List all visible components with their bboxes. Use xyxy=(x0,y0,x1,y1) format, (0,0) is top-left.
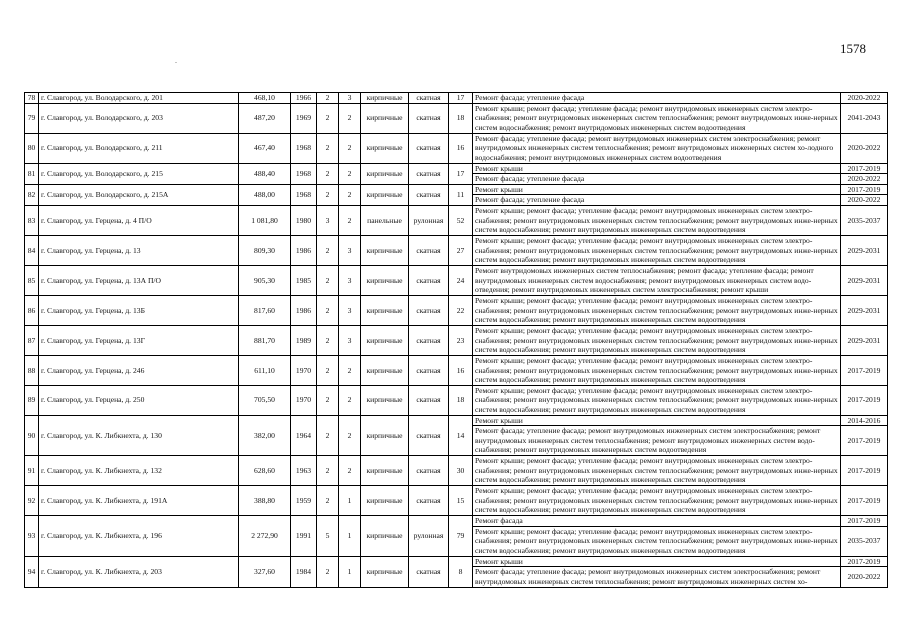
address-cell: г. Славгород, ул. Герцена, д. 13Б xyxy=(39,295,239,325)
housing-register-table xyxy=(24,92,888,588)
period-cell: 2014-2016 xyxy=(841,415,888,426)
period-cell: 2017-2019 xyxy=(841,184,888,195)
table-row xyxy=(25,385,888,415)
year-cell: 1984 xyxy=(291,556,317,587)
period-cell: 2017-2019 xyxy=(841,355,888,385)
floors-cell: 2 xyxy=(317,163,339,184)
entrances-cell: 1 xyxy=(339,556,361,587)
address-cell: г. Славгород, ул. Володарского, д. 211 xyxy=(39,133,239,163)
year-cell: 1959 xyxy=(291,486,317,516)
period-cell: 2029-2031 xyxy=(841,295,888,325)
year-cell: 1969 xyxy=(291,103,317,133)
floors-cell: 2 xyxy=(317,133,339,163)
row-number: 80 xyxy=(25,133,39,163)
address-cell: г. Славгород, ул. Герцена, д. 250 xyxy=(39,385,239,415)
flats-cell: 11 xyxy=(449,184,473,205)
row-number: 81 xyxy=(25,163,39,184)
table-row xyxy=(25,133,888,163)
work-description-cell: Ремонт крыши; ремонт фасада; утепление фасада; ремонт внутридомовых инженерных систем электро-снабжения; ремонт внутридомовых инженерных систем теплоснабжения; ремонт внутридомовых инже-нерных систем водоснабжения; ремонт внутридомовых инженерных систем водоотведения xyxy=(473,355,841,385)
table-row xyxy=(25,516,888,527)
year-cell: 1968 xyxy=(291,184,317,205)
table-row xyxy=(25,103,888,133)
roof-type-cell: скатная xyxy=(409,133,449,163)
row-number: 86 xyxy=(25,295,39,325)
period-cell: 2020-2022 xyxy=(841,133,888,163)
address-cell: г. Славгород, ул. Герцена, д. 4 П/О xyxy=(39,205,239,235)
row-number: 93 xyxy=(25,516,39,557)
area-cell: 1 081,80 xyxy=(239,205,291,235)
register-sheet xyxy=(24,92,887,588)
period-cell: 2041-2043 xyxy=(841,103,888,133)
work-description-cell: Ремонт крыши; ремонт фасада; утепление фасада; ремонт внутридомовых инженерных систем электро-снабжения; ремонт внутридомовых инженерных систем теплоснабжения; ремонт внутридомовых инже-нерных систем водоснабжения; ремонт внутридомовых инженерных систем водоотведения xyxy=(473,456,841,486)
wall-material-cell: кирпичные xyxy=(361,93,409,104)
period-cell: 2017-2019 xyxy=(841,426,888,456)
floors-cell: 2 xyxy=(317,355,339,385)
wall-material-cell: панельные xyxy=(361,205,409,235)
work-description-cell: Ремонт крыши; ремонт фасада; утепление фасада; ремонт внутридомовых инженерных систем электро-снабжения; ремонт внутридомовых инженерных систем теплоснабжения; ремонт внутридомовых инже-нерных систем водоснабжения; ремонт внутридомовых инженерных систем водоотведения xyxy=(473,235,841,265)
address-cell: г. Славгород, ул. Герцена, д. 13 xyxy=(39,235,239,265)
year-cell: 1980 xyxy=(291,205,317,235)
flats-cell: 15 xyxy=(449,486,473,516)
roof-type-cell: рулонная xyxy=(409,516,449,557)
entrances-cell: 1 xyxy=(339,516,361,557)
year-cell: 1986 xyxy=(291,235,317,265)
table-row xyxy=(25,93,888,104)
row-number: 91 xyxy=(25,456,39,486)
year-cell: 1968 xyxy=(291,163,317,184)
period-cell: 2017-2019 xyxy=(841,516,888,527)
row-number: 94 xyxy=(25,556,39,587)
table-row xyxy=(25,325,888,355)
area-cell: 705,50 xyxy=(239,385,291,415)
period-cell: 2017-2019 xyxy=(841,163,888,174)
period-cell: 2017-2019 xyxy=(841,486,888,516)
address-cell: г. Славгород, ул. К. Либкнехта, д. 130 xyxy=(39,415,239,456)
row-number: 88 xyxy=(25,355,39,385)
row-number: 79 xyxy=(25,103,39,133)
year-cell: 1985 xyxy=(291,265,317,295)
area-cell: 611,10 xyxy=(239,355,291,385)
floors-cell: 3 xyxy=(317,205,339,235)
address-cell: г. Славгород, ул. К. Либкнехта, д. 196 xyxy=(39,516,239,557)
floors-cell: 2 xyxy=(317,486,339,516)
work-description-cell: Ремонт крыши; ремонт фасада; утепление фасада; ремонт внутридомовых инженерных систем электро-снабжения; ремонт внутридомовых инженерных систем теплоснабжения; ремонт внутридомовых инже-нерных систем водоснабжения; ремонт внутридомовых инженерных систем водоотведения xyxy=(473,205,841,235)
work-description-cell: Ремонт крыши xyxy=(473,556,841,567)
area-cell: 468,10 xyxy=(239,93,291,104)
area-cell: 809,30 xyxy=(239,235,291,265)
roof-type-cell: скатная xyxy=(409,235,449,265)
address-cell: г. Славгород, ул. Володарского, д. 201 xyxy=(39,93,239,104)
area-cell: 388,80 xyxy=(239,486,291,516)
wall-material-cell: кирпичные xyxy=(361,516,409,557)
year-cell: 1970 xyxy=(291,355,317,385)
period-cell: 2017-2019 xyxy=(841,556,888,567)
period-cell: 2029-2031 xyxy=(841,325,888,355)
year-cell: 1986 xyxy=(291,295,317,325)
flats-cell: 18 xyxy=(449,385,473,415)
table-row xyxy=(25,355,888,385)
address-cell: г. Славгород, ул. Володарского, д. 203 xyxy=(39,103,239,133)
work-description-cell: Ремонт фасада; утепление фасада; ремонт внутридомовых инженерных систем электроснабжения; ремонт внутридомовых инженерных систем теплоснабжения; ремонт внутридомовых инженерных систем водо-снабжения; ремонт внутридомовых инженерных систем водоотведения xyxy=(473,426,841,456)
floors-cell: 2 xyxy=(317,415,339,456)
area-cell: 488,40 xyxy=(239,163,291,184)
flats-cell: 30 xyxy=(449,456,473,486)
flats-cell: 23 xyxy=(449,325,473,355)
period-cell: 2020-2022 xyxy=(841,93,888,104)
work-description-cell: Ремонт фасада; утепление фасада xyxy=(473,174,841,185)
period-cell: 2020-2022 xyxy=(841,174,888,185)
period-cell: 2020-2022 xyxy=(841,195,888,206)
page-number: 1578 xyxy=(840,41,866,56)
entrances-cell: 2 xyxy=(339,133,361,163)
work-description-cell: Ремонт крыши; ремонт фасада; утепление фасада; ремонт внутридомовых инженерных систем электро-снабжения; ремонт внутридомовых инженерных систем теплоснабжения; ремонт внутридомовых инже-нерных систем водоснабжения; ремонт внутридомовых инженерных систем водоотведения xyxy=(473,486,841,516)
address-cell: г. Славгород, ул. Володарского, д. 215А xyxy=(39,184,239,205)
roof-type-cell: скатная xyxy=(409,265,449,295)
entrances-cell: 2 xyxy=(339,103,361,133)
flats-cell: 79 xyxy=(449,516,473,557)
work-description-cell: Ремонт фасада; утепление фасада xyxy=(473,195,841,206)
work-description-cell: Ремонт крыши xyxy=(473,415,841,426)
work-description-cell: Ремонт фасада xyxy=(473,516,841,527)
row-number: 89 xyxy=(25,385,39,415)
entrances-cell: 3 xyxy=(339,325,361,355)
flats-cell: 18 xyxy=(449,103,473,133)
period-cell: 2035-2037 xyxy=(841,526,888,556)
roof-type-cell: скатная xyxy=(409,456,449,486)
entrances-cell: 2 xyxy=(339,385,361,415)
row-number: 92 xyxy=(25,486,39,516)
work-description-cell: Ремонт внутридомовых инженерных систем теплоснабжения; ремонт фасада; утепление фасада; ремонт внутридомовых инженерных систем водоснабжения; ремонт внутридомовых инженерных систем водо-отведения; ремонт внутридомовых инженерных систем электроснабжения; ремонт крыши xyxy=(473,265,841,295)
entrances-cell: 2 xyxy=(339,184,361,205)
area-cell: 817,60 xyxy=(239,295,291,325)
roof-type-cell: рулонная xyxy=(409,205,449,235)
floors-cell: 2 xyxy=(317,103,339,133)
entrances-cell: 3 xyxy=(339,265,361,295)
entrances-cell: 2 xyxy=(339,205,361,235)
work-description-cell: Ремонт фасада; утепление фасада; ремонт внутридомовых инженерных систем электроснабжения; ремонт внутридомовых инженерных систем теплоснабжения; ремонт внутридомовых инженерных систем хо- xyxy=(473,567,841,587)
address-cell: г. Славгород, ул. Герцена, д. 13А П/О xyxy=(39,265,239,295)
area-cell: 905,30 xyxy=(239,265,291,295)
address-cell: г. Славгород, ул. Герцена, д. 246 xyxy=(39,355,239,385)
entrances-cell: 3 xyxy=(339,235,361,265)
work-description-cell: Ремонт крыши; ремонт фасада; утепление фасада; ремонт внутридомовых инженерных систем электро-снабжения; ремонт внутридомовых инженерных систем теплоснабжения; ремонт внутридомовых инже-нерных систем водоснабжения; ремонт внутридомовых инженерных систем водоотведения xyxy=(473,325,841,355)
work-description-cell: Ремонт фасада; утепление фасада; ремонт внутридомовых инженерных систем электроснабжения; ремонт внутридомовых инженерных систем теплоснабжения; ремонт внутридомовых инженерных систем хо-лодного водоснабжения; ремонт внутридомовых инженерных систем водоотведения xyxy=(473,133,841,163)
area-cell: 327,60 xyxy=(239,556,291,587)
year-cell: 1963 xyxy=(291,456,317,486)
flats-cell: 16 xyxy=(449,355,473,385)
flats-cell: 24 xyxy=(449,265,473,295)
area-cell: 382,00 xyxy=(239,415,291,456)
work-description-cell: Ремонт крыши; ремонт фасада; утепление фасада; ремонт внутридомовых инженерных систем электро-снабжения; ремонт внутридомовых инженерных систем теплоснабжения; ремонт внутридомовых инже-нерных систем водоснабжения; ремонт внутридомовых инженерных систем водоотведения xyxy=(473,103,841,133)
floors-cell: 5 xyxy=(317,516,339,557)
address-cell: г. Славгород, ул. К. Либкнехта, д. 132 xyxy=(39,456,239,486)
period-cell: 2029-2031 xyxy=(841,235,888,265)
wall-material-cell: кирпичные xyxy=(361,265,409,295)
address-cell: г. Славгород, ул. Володарского, д. 215 xyxy=(39,163,239,184)
entrances-cell: 3 xyxy=(339,295,361,325)
row-number: 83 xyxy=(25,205,39,235)
flats-cell: 14 xyxy=(449,415,473,456)
address-cell: г. Славгород, ул. К. Либкнехта, д. 203 xyxy=(39,556,239,587)
table-row xyxy=(25,265,888,295)
table-row xyxy=(25,295,888,325)
area-cell: 2 272,90 xyxy=(239,516,291,557)
floors-cell: 2 xyxy=(317,93,339,104)
wall-material-cell: кирпичные xyxy=(361,415,409,456)
work-description-cell: Ремонт крыши; ремонт фасада; утепление фасада; ремонт внутридомовых инженерных систем электро-снабжения; ремонт внутридомовых инженерных систем теплоснабжения; ремонт внутридомовых инже-нерных систем водоснабжения; ремонт внутридомовых инженерных систем водоотведения xyxy=(473,526,841,556)
floors-cell: 2 xyxy=(317,385,339,415)
area-cell: 488,00 xyxy=(239,184,291,205)
roof-type-cell: скатная xyxy=(409,355,449,385)
period-cell: 2020-2022 xyxy=(841,567,888,587)
year-cell: 1968 xyxy=(291,133,317,163)
entrances-cell: 2 xyxy=(339,355,361,385)
roof-type-cell: скатная xyxy=(409,325,449,355)
table-row xyxy=(25,556,888,567)
period-cell: 2017-2019 xyxy=(841,385,888,415)
row-number: 78 xyxy=(25,93,39,104)
area-cell: 467,40 xyxy=(239,133,291,163)
roof-type-cell: скатная xyxy=(409,556,449,587)
row-number: 85 xyxy=(25,265,39,295)
floors-cell: 2 xyxy=(317,295,339,325)
wall-material-cell: кирпичные xyxy=(361,184,409,205)
flats-cell: 22 xyxy=(449,295,473,325)
wall-material-cell: кирпичные xyxy=(361,556,409,587)
work-description-cell: Ремонт фасада; утепление фасада xyxy=(473,93,841,104)
flats-cell: 16 xyxy=(449,133,473,163)
year-cell: 1966 xyxy=(291,93,317,104)
wall-material-cell: кирпичные xyxy=(361,103,409,133)
entrances-cell: 2 xyxy=(339,415,361,456)
roof-type-cell: скатная xyxy=(409,486,449,516)
work-description-cell: Ремонт крыши; ремонт фасада; утепление фасада; ремонт внутридомовых инженерных систем электро-снабжения; ремонт внутридомовых инженерных систем теплоснабжения; ремонт внутридомовых инже-нерных систем водоснабжения; ремонт внутридомовых инженерных систем водоотведения xyxy=(473,385,841,415)
wall-material-cell: кирпичные xyxy=(361,235,409,265)
floors-cell: 2 xyxy=(317,456,339,486)
roof-type-cell: скатная xyxy=(409,415,449,456)
table-row xyxy=(25,456,888,486)
entrances-cell: 1 xyxy=(339,486,361,516)
table-row xyxy=(25,184,888,195)
row-number: 82 xyxy=(25,184,39,205)
wall-material-cell: кирпичные xyxy=(361,133,409,163)
flats-cell: 27 xyxy=(449,235,473,265)
flats-cell: 17 xyxy=(449,163,473,184)
flats-cell: 17 xyxy=(449,93,473,104)
year-cell: 1970 xyxy=(291,385,317,415)
work-description-cell: Ремонт крыши; ремонт фасада; утепление фасада; ремонт внутридомовых инженерных систем электро-снабжения; ремонт внутридомовых инженерных систем теплоснабжения; ремонт внутридомовых инже-нерных систем водоснабжения; ремонт внутридомовых инженерных систем водоотведения xyxy=(473,295,841,325)
table-row xyxy=(25,486,888,516)
entrances-cell: 2 xyxy=(339,456,361,486)
table-row xyxy=(25,205,888,235)
year-cell: 1991 xyxy=(291,516,317,557)
period-cell: 2035-2037 xyxy=(841,205,888,235)
wall-material-cell: кирпичные xyxy=(361,486,409,516)
wall-material-cell: кирпичные xyxy=(361,295,409,325)
address-cell: г. Славгород, ул. Герцена, д. 13Г xyxy=(39,325,239,355)
roof-type-cell: скатная xyxy=(409,385,449,415)
area-cell: 881,70 xyxy=(239,325,291,355)
table-row xyxy=(25,235,888,265)
roof-type-cell: скатная xyxy=(409,163,449,184)
wall-material-cell: кирпичные xyxy=(361,456,409,486)
roof-type-cell: скатная xyxy=(409,93,449,104)
work-description-cell: Ремонт крыши xyxy=(473,163,841,174)
wall-material-cell: кирпичные xyxy=(361,163,409,184)
floors-cell: 2 xyxy=(317,325,339,355)
period-cell: 2029-2031 xyxy=(841,265,888,295)
floors-cell: 2 xyxy=(317,235,339,265)
address-cell: г. Славгород, ул. К. Либкнехта, д. 191А xyxy=(39,486,239,516)
row-number: 84 xyxy=(25,235,39,265)
roof-type-cell: скатная xyxy=(409,184,449,205)
floors-cell: 2 xyxy=(317,184,339,205)
table-row xyxy=(25,163,888,174)
period-cell: 2017-2019 xyxy=(841,456,888,486)
area-cell: 487,20 xyxy=(239,103,291,133)
flats-cell: 8 xyxy=(449,556,473,587)
wall-material-cell: кирпичные xyxy=(361,355,409,385)
row-number: 90 xyxy=(25,415,39,456)
year-cell: 1964 xyxy=(291,415,317,456)
flats-cell: 52 xyxy=(449,205,473,235)
work-description-cell: Ремонт крыши xyxy=(473,184,841,195)
floors-cell: 2 xyxy=(317,556,339,587)
wall-material-cell: кирпичные xyxy=(361,325,409,355)
entrances-cell: 3 xyxy=(339,93,361,104)
entrances-cell: 2 xyxy=(339,163,361,184)
row-number: 87 xyxy=(25,325,39,355)
table-row xyxy=(25,415,888,426)
roof-type-cell: скатная xyxy=(409,295,449,325)
wall-material-cell: кирпичные xyxy=(361,385,409,415)
stray-mark: . xyxy=(175,56,177,65)
roof-type-cell: скатная xyxy=(409,103,449,133)
floors-cell: 2 xyxy=(317,265,339,295)
area-cell: 628,60 xyxy=(239,456,291,486)
register-body xyxy=(25,93,888,588)
year-cell: 1989 xyxy=(291,325,317,355)
